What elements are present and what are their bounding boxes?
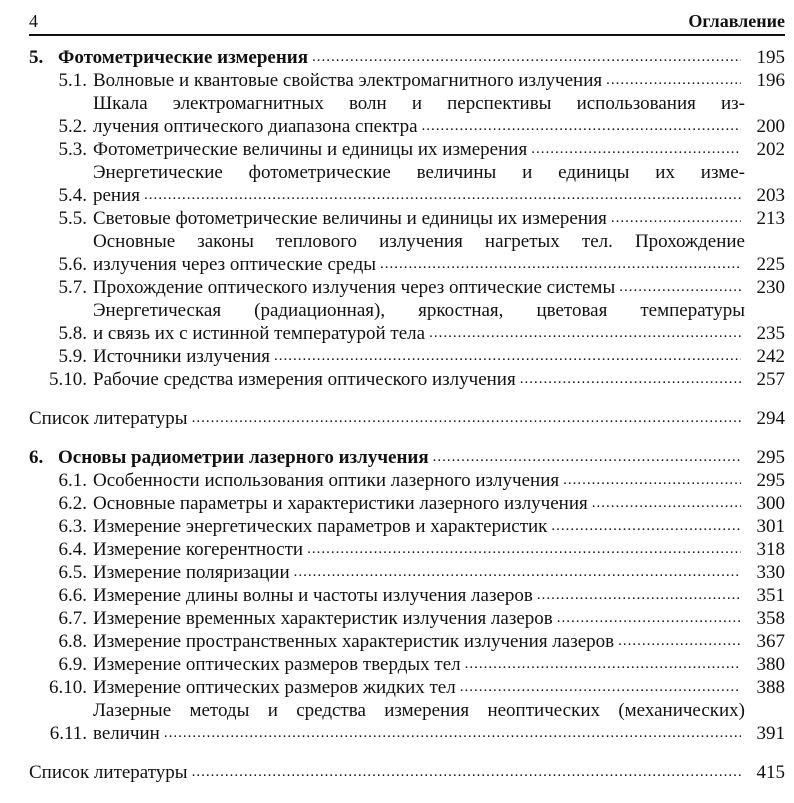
section-number: 5.1. [58, 70, 87, 91]
dot-leader [619, 276, 741, 299]
page-ref: 295 [756, 447, 785, 468]
dot-leader [611, 207, 741, 230]
toc-bibliography[interactable] [29, 407, 785, 430]
header-rule [29, 34, 785, 36]
section-number: 6.9. [58, 654, 87, 675]
page-ref: 380 [756, 654, 785, 675]
toc-item[interactable] [29, 515, 785, 538]
chapter-title: Фотометрические измерения [58, 47, 308, 68]
toc-item[interactable] [29, 345, 785, 368]
section-title-line: излучения через оптические среды [93, 254, 377, 275]
section-title-line: Измерение оптических размеров жидких тел [93, 677, 456, 698]
section-title-line: Измерение поляризации [93, 562, 290, 583]
dot-leader [312, 46, 741, 69]
dot-leader [429, 322, 741, 345]
section-title-line: Основные законы теплового излучения нагретых тел. Прохождение [93, 231, 745, 252]
section-title-line: Источники излучения [93, 346, 270, 367]
page-ref: 301 [756, 516, 785, 537]
page-ref: 196 [756, 70, 785, 91]
toc-item[interactable] [29, 584, 785, 607]
chapter-number: 6. [29, 447, 44, 468]
section-number: 6.11. [49, 723, 87, 744]
chapter-title: Основы радиометрии лазерного излучения [58, 447, 429, 468]
dot-leader [563, 469, 741, 492]
section-number: 5.6. [58, 254, 87, 275]
section-number: 6.2. [58, 493, 87, 514]
toc-item[interactable] [29, 207, 785, 230]
section-title-line: Измерение когерентности [93, 539, 304, 560]
dot-leader [557, 607, 741, 630]
dot-leader [592, 492, 741, 515]
section-number: 6.10. [49, 677, 87, 698]
page-ref: 415 [756, 762, 785, 783]
toc-item[interactable] [29, 676, 785, 699]
section-number: 6.4. [58, 539, 87, 560]
section-title-line: Измерение длины волны и частоты излучения лазеров [93, 585, 533, 606]
section-number: 6.5. [58, 562, 87, 583]
page-ref: 203 [756, 185, 785, 206]
section-number: 5.3. [58, 139, 87, 160]
page-ref: 202 [756, 139, 785, 160]
page-ref: 330 [756, 562, 785, 583]
toc-item[interactable] [29, 299, 785, 345]
section-title-line: Измерение оптических размеров твердых тел [93, 654, 461, 675]
section-title-line: рения [93, 185, 141, 206]
toc-item[interactable] [29, 161, 785, 207]
dot-leader [537, 584, 741, 607]
section-number: 5.9. [58, 346, 87, 367]
page-number: 4 [29, 11, 38, 31]
section-number: 5.8. [58, 323, 87, 344]
section-number: 5.10. [49, 369, 87, 390]
page-ref: 300 [756, 493, 785, 514]
toc-chapter[interactable] [29, 446, 785, 469]
toc-item[interactable] [29, 276, 785, 299]
toc-item[interactable] [29, 538, 785, 561]
section-title-line: Измерение пространственных характеристик излучения лазеров [93, 631, 615, 652]
toc-item[interactable] [29, 699, 785, 745]
dot-leader [294, 561, 741, 584]
section-title-line: Измерение энергетических параметров и характеристик [93, 516, 548, 537]
toc-item[interactable] [29, 492, 785, 515]
dot-leader [422, 115, 741, 138]
dot-leader [460, 676, 741, 699]
section-number: 6.8. [58, 631, 87, 652]
section-number: 6.6. [58, 585, 87, 606]
toc-item[interactable] [29, 561, 785, 584]
page-ref: 318 [756, 539, 785, 560]
section-title-line: Особенности использования оптики лазерного излучения [93, 470, 560, 491]
section-title-line: Лазерные методы и средства измерения неоптических (механических) [93, 700, 745, 721]
dot-leader [164, 722, 741, 745]
toc-item[interactable] [29, 368, 785, 391]
dot-leader [144, 184, 741, 207]
section-title-line: Световые фотометрические величины и единицы их измерения [93, 208, 607, 229]
section-number: 6.3. [58, 516, 87, 537]
section-title-line: Основные параметры и характеристики лазерного излучения [93, 493, 588, 514]
section-number: 5.2. [58, 116, 87, 137]
dot-leader [380, 253, 741, 276]
section-title-line: Измерение временных характеристик излучения лазеров [93, 608, 553, 629]
page-ref: 225 [756, 254, 785, 275]
spacer [29, 391, 785, 407]
section-title-line: Энергетическая (радиационная), яркостная, цветовая температуры [93, 300, 745, 321]
dot-leader [433, 446, 741, 469]
toc-item[interactable] [29, 653, 785, 676]
toc-item[interactable] [29, 230, 785, 276]
dot-leader [192, 407, 741, 430]
toc-item[interactable] [29, 69, 785, 92]
running-title: Оглавление [688, 11, 785, 31]
bibliography-title: Список литературы [29, 408, 188, 429]
dot-leader [274, 345, 741, 368]
page-ref: 358 [756, 608, 785, 629]
section-title-line: Прохождение оптического излучения через оптические системы [93, 277, 616, 298]
page-ref: 195 [756, 47, 785, 68]
bibliography-title: Список литературы [29, 762, 188, 783]
page-ref: 367 [756, 631, 785, 652]
page-ref: 391 [756, 723, 785, 744]
toc-item[interactable] [29, 469, 785, 492]
running-header [29, 2, 785, 32]
section-number: 5.7. [58, 277, 87, 298]
dot-leader [307, 538, 741, 561]
dot-leader [606, 69, 741, 92]
page-ref: 294 [756, 408, 785, 429]
spacer [29, 430, 785, 446]
section-number: 6.1. [58, 470, 87, 491]
section-number: 5.4. [58, 185, 87, 206]
toc-item[interactable] [29, 138, 785, 161]
page-ref: 295 [756, 470, 785, 491]
page-ref: 235 [756, 323, 785, 344]
toc-bibliography[interactable] [29, 761, 785, 784]
dot-leader [520, 368, 741, 391]
section-number: 5.5. [58, 208, 87, 229]
page-ref: 242 [756, 346, 785, 367]
toc-item[interactable] [29, 92, 785, 138]
section-title-line: Рабочие средства измерения оптического излучения [93, 369, 516, 390]
toc-item[interactable] [29, 630, 785, 653]
table-of-contents [29, 46, 785, 784]
toc-item[interactable] [29, 607, 785, 630]
section-title-line: Шкала электромагнитных волн и перспективы использования из- [93, 93, 745, 114]
page-ref: 213 [756, 208, 785, 229]
section-title-line: Фотометрические величины и единицы их измерения [93, 139, 528, 160]
section-title-line: Энергетические фотометрические величины и единицы их изме- [93, 162, 745, 183]
dot-leader [531, 138, 741, 161]
page-ref: 230 [756, 277, 785, 298]
dot-leader [465, 653, 741, 676]
chapter-number: 5. [29, 47, 44, 68]
page-ref: 200 [756, 116, 785, 137]
page-ref: 388 [756, 677, 785, 698]
dot-leader [618, 630, 741, 653]
section-number: 6.7. [58, 608, 87, 629]
page-ref: 257 [756, 369, 785, 390]
toc-chapter[interactable] [29, 46, 785, 69]
dot-leader [551, 515, 741, 538]
page-ref: 351 [756, 585, 785, 606]
dot-leader [192, 761, 741, 784]
section-title-line: лучения оптического диапазона спектра [93, 116, 418, 137]
section-title-line: Волновые и квантовые свойства электромагнитного излучения [93, 70, 603, 91]
section-title-line: и связь их с истинной температурой тела [93, 323, 426, 344]
spacer [29, 745, 785, 761]
section-title-line: величин [93, 723, 160, 744]
